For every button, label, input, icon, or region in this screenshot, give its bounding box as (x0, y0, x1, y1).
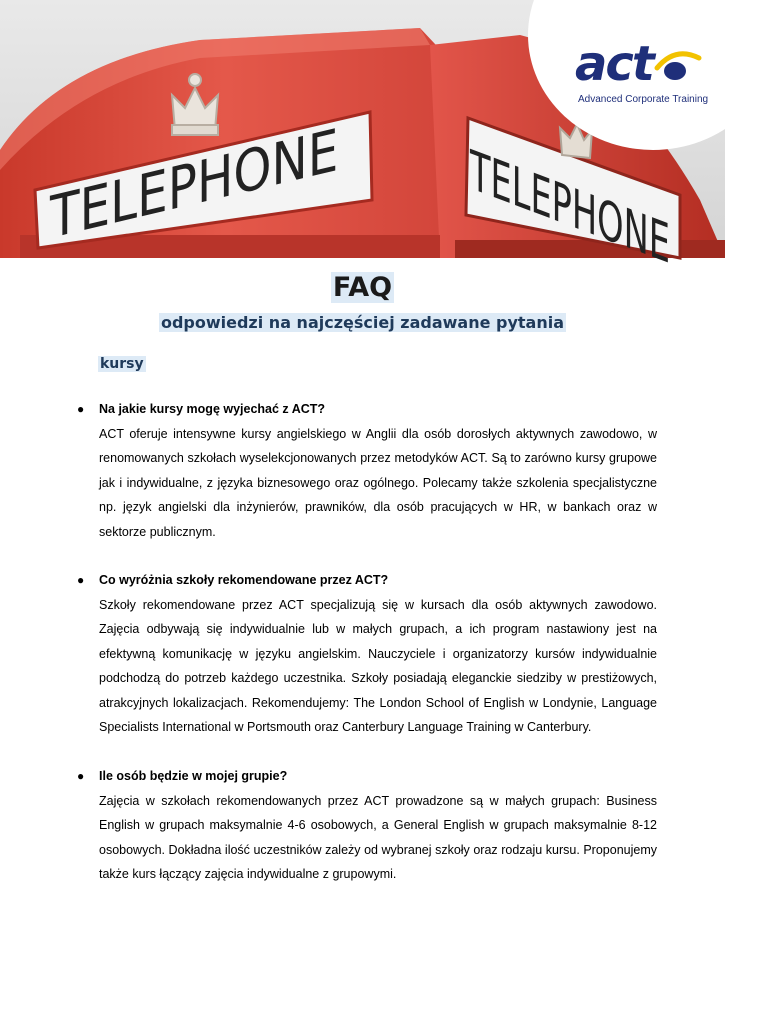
logo-text: act (575, 36, 653, 92)
page-subtitle-text: odpowiedzi na najczęściej zadawane pytania (160, 313, 565, 332)
bullet-icon: ● (77, 769, 85, 783)
bullet-icon: ● (77, 573, 85, 587)
logo-swoosh-icon (655, 50, 701, 84)
section-heading: kursy (100, 356, 144, 372)
page-title-text: FAQ (332, 272, 393, 303)
telephone-sign-left-text: TELEPHONE (50, 108, 372, 253)
faq-answer: ACT oferuje intensywne kursy angielskiego w Anglii dla osób dorosłych aktywnych zawodowo, w renomowanych szkołach wyselekcjonowanych przez metodyków ACT. Są to zarówno kursy grupowe jak i indywidualne, z języka biznesowego oraz ogólnego. Polecamy także szkolenia specjalistyczne np. język angielski dla inżynierów, prawników, dla osób pracujących w HR, w bankach oraz w sektorze publicznym. (99, 426, 657, 539)
telephone-sign-right-text: TELEPHONE (470, 137, 769, 314)
page-subtitle (0, 313, 725, 333)
faq-item (77, 764, 657, 887)
logo-subtitle: Advanced Corporate Training (578, 94, 709, 105)
faq-answer: Zajęcia w szkołach rekomendowanych przez ACT prowadzone są w małych grupach: Business English w grupach maksymalnie 4-6 osobowych, a General English w grupach maksymalnie 8-12 osobowych. Dokładna ilość uczestników zależy od wybranej szkoły oraz rodzaju kursu. Proponujemy także kurs łączący zajęcia indywidualne z grupowymi. (99, 793, 657, 881)
faq-question: Ile osób będzie w mojej grupie? (99, 769, 288, 783)
faq-item (77, 568, 657, 740)
faq-question: Co wyróżnia szkoły rekomendowane przez ACT? (99, 573, 389, 587)
act-logo (575, 36, 709, 118)
bullet-icon: ● (77, 402, 85, 416)
page-title (0, 272, 725, 303)
faq-item (77, 397, 657, 544)
faq-question: Na jakie kursy mogę wyjechać z ACT? (99, 402, 326, 416)
faq-answer: Szkoły rekomendowane przez ACT specjalizują się w kursach dla osób aktywnych zawodowo. Zajęcia odbywają się indywidualnie lub w małych grupach, a ich program nastawiony jest na efektywną komunikację w języku angielskim. Nauczyciele i organizatorzy kursów indywidualnie podchodzą do potrzeb każdego uczestnika. Szkoły posiadają eleganckie siedziby w prestiżowych, atrakcyjnych lokalizacjach. Rekomendujemy: The London School of English w Londynie, Language Specialists International w Portsmouth oraz Canterbury Language Training w Canterbury. (99, 597, 657, 734)
